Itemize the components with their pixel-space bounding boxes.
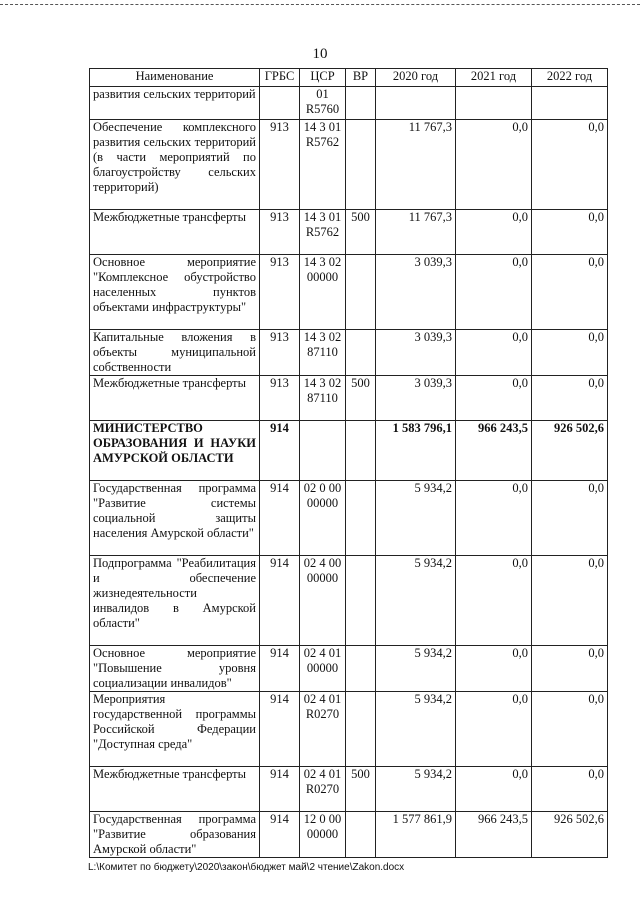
row-csr-cell: 02 4 01 00000 (300, 646, 346, 692)
row-csr-cell: 02 0 00 00000 (300, 481, 346, 556)
row-name-cell: Межбюджетные трансферты (90, 376, 260, 421)
row-grbs-cell (260, 87, 300, 120)
page-number: 10 (312, 46, 328, 62)
row-grbs-cell: 913 (260, 210, 300, 255)
row-grbs-cell: 913 (260, 376, 300, 421)
row-csr-cell: 02 4 01 R0270 (300, 767, 346, 812)
row-vr-cell (346, 556, 376, 646)
row-vr-cell (346, 330, 376, 376)
row-2021-cell: 0,0 (456, 120, 532, 210)
row-2022-cell: 0,0 (532, 330, 608, 376)
table-row (90, 767, 608, 812)
table-row (90, 376, 608, 421)
row-2020-cell: 3 039,3 (376, 255, 456, 330)
table-row (90, 120, 608, 210)
row-vr-cell (346, 421, 376, 481)
row-2021-cell: 0,0 (456, 556, 532, 646)
row-csr-cell: 14 3 02 00000 (300, 255, 346, 330)
row-vr-cell: 500 (346, 210, 376, 255)
row-name-cell: Капитальные вложения в объекты муниципальной собственности (90, 330, 260, 376)
row-vr-cell (346, 87, 376, 120)
row-vr-cell (346, 481, 376, 556)
row-name-cell: Основное мероприятие "Комплексное обустройство населенных пунктов объектами инфраструктуры" (90, 255, 260, 330)
row-vr-cell (346, 120, 376, 210)
table-row (90, 255, 608, 330)
header-2022: 2022 год (532, 69, 608, 87)
row-name-cell: Государственная программа "Развитие образования Амурской области" (90, 812, 260, 858)
row-csr-cell: 14 3 02 87110 (300, 330, 346, 376)
row-2020-cell: 5 934,2 (376, 556, 456, 646)
row-grbs-cell: 913 (260, 120, 300, 210)
row-2022-cell: 0,0 (532, 692, 608, 767)
row-name-cell: Государственная программа "Развитие системы социальной защиты населения Амурской области" (90, 481, 260, 556)
row-name-cell: Межбюджетные трансферты (90, 767, 260, 812)
row-grbs-cell: 914 (260, 646, 300, 692)
table-header-row (90, 69, 608, 87)
header-vr: ВР (346, 69, 376, 87)
header-name: Наименование (90, 69, 260, 87)
row-csr-cell: 14 3 01 R5762 (300, 210, 346, 255)
row-2021-cell: 966 243,5 (456, 421, 532, 481)
row-grbs-cell: 914 (260, 556, 300, 646)
row-2020-cell: 5 934,2 (376, 767, 456, 812)
row-2020-cell: 5 934,2 (376, 646, 456, 692)
table-row (90, 481, 608, 556)
row-csr-cell: 02 4 00 00000 (300, 556, 346, 646)
file-path-footer: L:\Комитет по бюджету\2020\закон\бюджет май\2 чтение\Zakon.docx (88, 862, 405, 873)
row-name-cell: Мероприятия государственной программы Российской Федерации "Доступная среда" (90, 692, 260, 767)
budget-table (89, 68, 608, 858)
row-name-cell: Межбюджетные трансферты (90, 210, 260, 255)
row-name-cell: Подпрограмма "Реабилитация и обеспечение жизнедеятельности инвалидов в Амурской области" (90, 556, 260, 646)
table-row (90, 210, 608, 255)
row-name-cell: Обеспечение комплексного развития сельских территорий (в части мероприятий по благоустройству сельских территорий) (90, 120, 260, 210)
row-2022-cell: 0,0 (532, 210, 608, 255)
row-2020-cell: 1 583 796,1 (376, 421, 456, 481)
header-2020: 2020 год (376, 69, 456, 87)
row-2021-cell: 966 243,5 (456, 812, 532, 858)
table-row (90, 646, 608, 692)
table-row (90, 812, 608, 858)
row-csr-cell: 14 3 01 R5762 (300, 120, 346, 210)
row-2022-cell: 926 502,6 (532, 812, 608, 858)
row-2020-cell: 11 767,3 (376, 120, 456, 210)
row-2021-cell (456, 87, 532, 120)
row-2021-cell: 0,0 (456, 376, 532, 421)
row-2021-cell: 0,0 (456, 767, 532, 812)
row-grbs-cell: 913 (260, 330, 300, 376)
row-grbs-cell: 914 (260, 421, 300, 481)
row-2021-cell: 0,0 (456, 692, 532, 767)
row-vr-cell: 500 (346, 376, 376, 421)
row-csr-cell (300, 421, 346, 481)
header-2021: 2021 год (456, 69, 532, 87)
row-vr-cell (346, 692, 376, 767)
row-2020-cell: 11 767,3 (376, 210, 456, 255)
row-grbs-cell: 914 (260, 812, 300, 858)
row-grbs-cell: 914 (260, 767, 300, 812)
row-2020-cell: 3 039,3 (376, 376, 456, 421)
row-2022-cell: 0,0 (532, 556, 608, 646)
row-2022-cell: 0,0 (532, 767, 608, 812)
row-csr-cell: 14 3 02 87110 (300, 376, 346, 421)
table-row (90, 556, 608, 646)
row-csr-cell: 02 4 01 R0270 (300, 692, 346, 767)
row-vr-cell (346, 646, 376, 692)
row-vr-cell (346, 812, 376, 858)
row-2022-cell: 0,0 (532, 481, 608, 556)
row-vr-cell (346, 255, 376, 330)
row-2022-cell: 0,0 (532, 120, 608, 210)
row-2020-cell: 5 934,2 (376, 692, 456, 767)
row-grbs-cell: 914 (260, 692, 300, 767)
row-name-cell: МИНИСТЕРСТВО ОБРАЗОВАНИЯ И НАУКИ АМУРСКОЙ ОБЛАСТИ (90, 421, 260, 481)
table-row (90, 692, 608, 767)
row-2022-cell: 0,0 (532, 646, 608, 692)
row-csr-cell: 01 R5760 (300, 87, 346, 120)
row-2021-cell: 0,0 (456, 255, 532, 330)
row-grbs-cell: 914 (260, 481, 300, 556)
header-csr: ЦСР (300, 69, 346, 87)
table-row (90, 421, 608, 481)
row-2020-cell: 5 934,2 (376, 481, 456, 556)
top-edge-dashed-line (0, 4, 640, 5)
row-2022-cell: 0,0 (532, 376, 608, 421)
table-row (90, 330, 608, 376)
row-2020-cell: 3 039,3 (376, 330, 456, 376)
row-2021-cell: 0,0 (456, 481, 532, 556)
row-2020-cell: 1 577 861,9 (376, 812, 456, 858)
row-name-cell: Основное мероприятие "Повышение уровня социализации инвалидов" (90, 646, 260, 692)
row-2021-cell: 0,0 (456, 646, 532, 692)
table-row (90, 87, 608, 120)
row-name-cell: развития сельских территорий (90, 87, 260, 120)
row-grbs-cell: 913 (260, 255, 300, 330)
row-2020-cell (376, 87, 456, 120)
row-2021-cell: 0,0 (456, 210, 532, 255)
row-2022-cell: 0,0 (532, 255, 608, 330)
row-vr-cell: 500 (346, 767, 376, 812)
row-2021-cell: 0,0 (456, 330, 532, 376)
row-csr-cell: 12 0 00 00000 (300, 812, 346, 858)
row-2022-cell (532, 87, 608, 120)
row-2022-cell: 926 502,6 (532, 421, 608, 481)
header-grbs: ГРБС (260, 69, 300, 87)
